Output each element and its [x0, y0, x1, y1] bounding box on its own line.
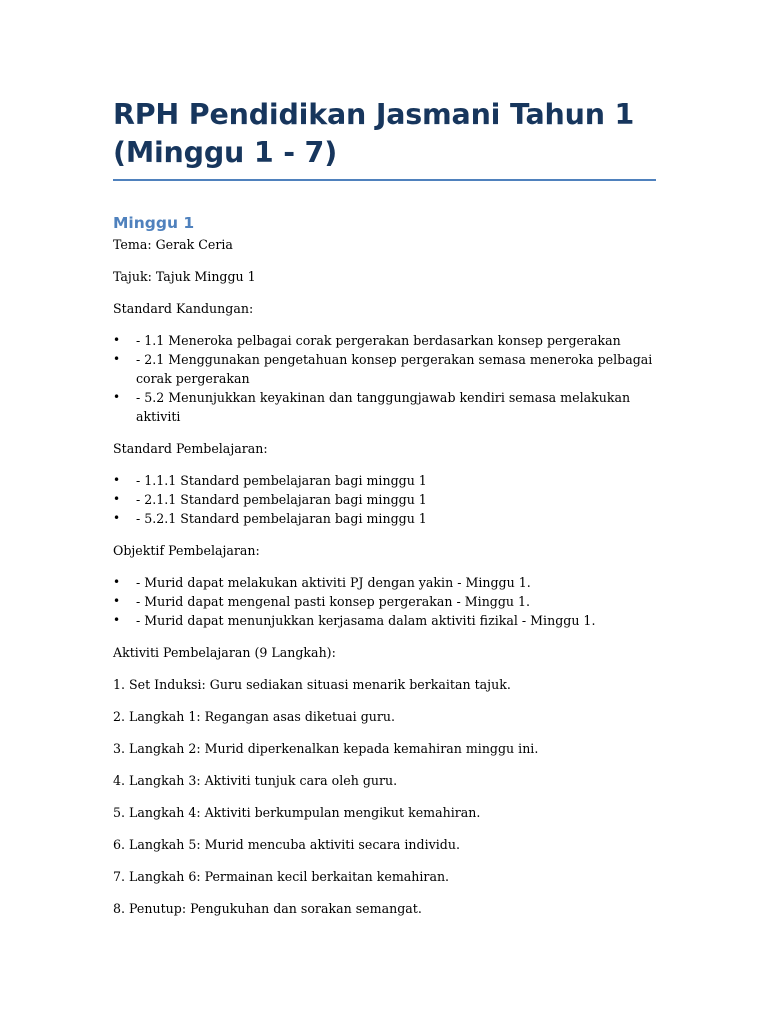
- title-line-2: (Minggu 1 - 7): [113, 136, 338, 169]
- aktiviti-step: 1. Set Induksi: Guru sediakan situasi menarik berkaitan tajuk.: [113, 677, 511, 692]
- list-item-text: - 1.1 Meneroka pelbagai corak pergerakan berdasarkan konsep pergerakan: [136, 333, 621, 348]
- list-item-text: - 5.2.1 Standard pembelajaran bagi minggu 1: [136, 511, 427, 526]
- bullet-icon: •: [113, 492, 121, 506]
- list-item: [113, 611, 656, 630]
- standard-kandungan-list: [113, 331, 656, 426]
- list-item: [113, 592, 656, 611]
- aktiviti-step: 3. Langkah 2: Murid diperkenalkan kepada kemahiran minggu ini.: [113, 741, 539, 756]
- objektif-list: [113, 573, 656, 630]
- list-item-text: - Murid dapat mengenal pasti konsep pergerakan - Minggu 1.: [136, 594, 531, 609]
- list-item-text: - 5.2 Menunjukkan keyakinan dan tanggungjawab kendiri semasa melakukan aktiviti: [136, 390, 631, 424]
- list-item-text: - Murid dapat melakukan aktiviti PJ dengan yakin - Minggu 1.: [136, 575, 531, 590]
- document-page: [113, 96, 656, 918]
- aktiviti-step: 2. Langkah 1: Regangan asas diketuai guru.: [113, 709, 396, 724]
- bullet-icon: •: [113, 575, 121, 589]
- list-item: [113, 471, 656, 490]
- aktiviti-step: 6. Langkah 5: Murid mencuba aktiviti secara individu.: [113, 837, 460, 852]
- list-item: [113, 490, 656, 509]
- list-item: [113, 509, 656, 528]
- standard-pembelajaran-label: Standard Pembelajaran:: [113, 441, 268, 456]
- objektif-label: Objektif Pembelajaran:: [113, 543, 260, 558]
- list-item: [113, 350, 656, 388]
- list-item: [113, 331, 656, 350]
- bullet-icon: •: [113, 390, 121, 404]
- document-title: [113, 96, 656, 181]
- standard-kandungan-label: Standard Kandungan:: [113, 301, 254, 316]
- aktiviti-step: 4. Langkah 3: Aktiviti tunjuk cara oleh guru.: [113, 773, 398, 788]
- aktiviti-step: 8. Penutup: Pengukuhan dan sorakan semangat.: [113, 901, 422, 916]
- list-item: [113, 388, 656, 426]
- bullet-icon: •: [113, 473, 121, 487]
- bullet-icon: •: [113, 613, 121, 627]
- aktiviti-step: 7. Langkah 6: Permainan kecil berkaitan kemahiran.: [113, 869, 450, 884]
- title-line-1: RPH Pendidikan Jasmani Tahun 1: [113, 98, 635, 131]
- bullet-icon: •: [113, 352, 121, 366]
- week-heading: Minggu 1: [113, 214, 195, 232]
- list-item: [113, 573, 656, 592]
- bullet-icon: •: [113, 594, 121, 608]
- list-item-text: - 1.1.1 Standard pembelajaran bagi minggu 1: [136, 473, 427, 488]
- aktiviti-label: Aktiviti Pembelajaran (9 Langkah):: [113, 645, 336, 660]
- tema-text: Tema: Gerak Ceria: [113, 237, 233, 252]
- list-item-text: - 2.1 Menggunakan pengetahuan konsep pergerakan semasa meneroka pelbagai corak pergerakan: [136, 352, 653, 386]
- list-item-text: - Murid dapat menunjukkan kerjasama dalam aktiviti fizikal - Minggu 1.: [136, 613, 596, 628]
- tajuk-text: Tajuk: Tajuk Minggu 1: [113, 269, 256, 284]
- aktiviti-step: 5. Langkah 4: Aktiviti berkumpulan mengikut kemahiran.: [113, 805, 481, 820]
- standard-pembelajaran-list: [113, 471, 656, 528]
- bullet-icon: •: [113, 333, 121, 347]
- list-item-text: - 2.1.1 Standard pembelajaran bagi minggu 1: [136, 492, 427, 507]
- bullet-icon: •: [113, 511, 121, 525]
